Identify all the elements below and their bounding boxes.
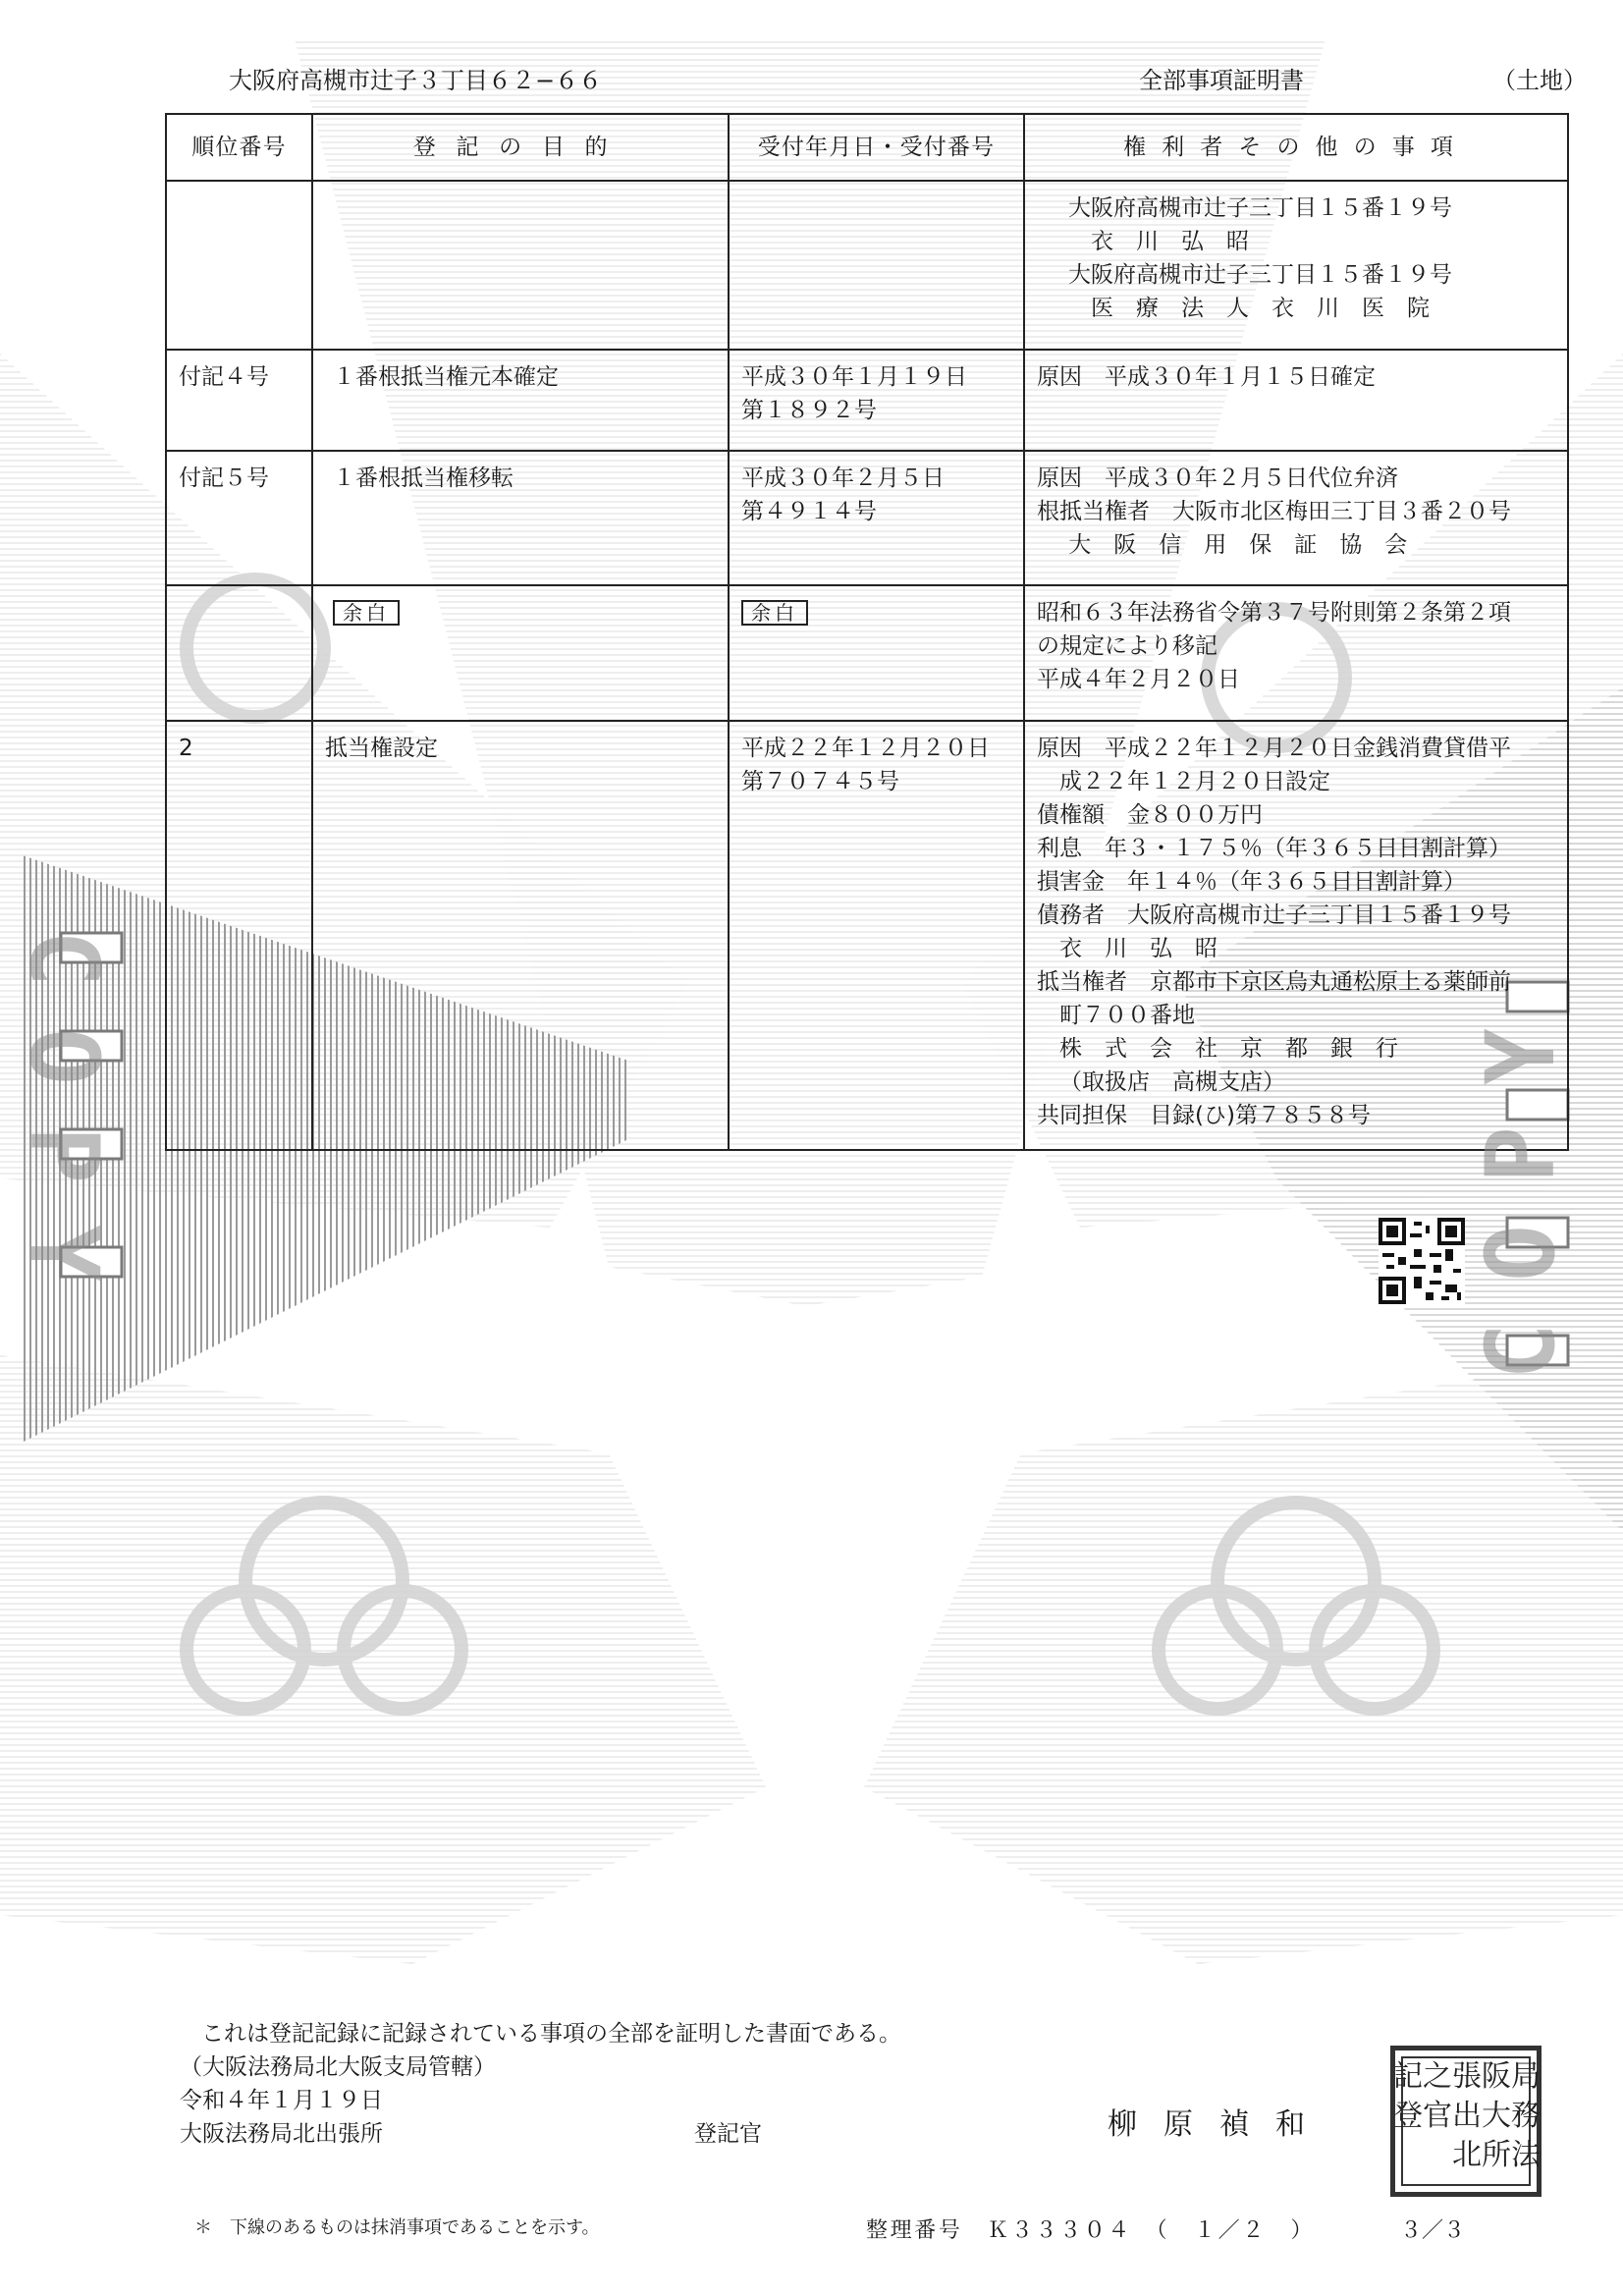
details-line: 大 阪 信 用 保 証 協 会	[1068, 532, 1408, 558]
property-location: 大阪府高槻市辻子３丁目６２−６６	[229, 67, 603, 94]
property-type: （土地）	[1492, 67, 1587, 94]
jurisdiction-note: （大阪法務局北大阪支局管轄）	[180, 2054, 496, 2080]
details-line: 利息 年３・１７５％（年３６５日日割計算）	[1037, 836, 1511, 861]
seal-char: 張	[1452, 2059, 1482, 2094]
rank-cell: 付記５号	[166, 451, 312, 585]
details-cell	[1024, 585, 1568, 721]
table-row	[166, 350, 1568, 451]
seal-char: 記	[1393, 2059, 1423, 2094]
certification-date: 令和４年１月１９日	[180, 2088, 383, 2113]
details-line: 医 療 法 人 衣 川 医 院	[1091, 296, 1430, 321]
seal-char: 出	[1452, 2099, 1482, 2133]
rank-cell	[166, 181, 312, 350]
receipt-cell	[729, 585, 1024, 721]
copy-watermark-letter: Y	[8, 1225, 119, 1282]
details-line: 大阪府高槻市辻子三丁目１５番１９号	[1068, 195, 1452, 221]
seal-char: 務	[1511, 2099, 1541, 2133]
purpose-cell	[312, 181, 729, 350]
receipt-cell	[729, 181, 1024, 350]
details-line: 債務者 大阪府高槻市辻子三丁目１５番１９号	[1037, 902, 1511, 928]
page-number: ３／３	[1400, 2218, 1466, 2243]
copy-watermark-letter: C	[8, 930, 119, 987]
details-line: 昭和６３年法務省令第３７号附則第２条第２項	[1037, 600, 1511, 626]
seal-char: 登	[1393, 2099, 1423, 2133]
serial-number: 整理番号 Ｋ３３３０４ （ １／２ ）	[866, 2218, 1316, 2243]
receipt-cell	[729, 451, 1024, 585]
receipt-cell	[729, 350, 1024, 451]
seal-char: 阪	[1482, 2059, 1511, 2094]
details-cell	[1024, 451, 1568, 585]
seal-char: 所	[1482, 2138, 1511, 2172]
purpose-cell	[312, 585, 729, 721]
officer-name: 柳原禎和	[1108, 2107, 1331, 2142]
purpose-cell: 抵当権設定	[312, 721, 729, 1150]
table-row	[166, 721, 1568, 1150]
copy-watermark-letter: C	[1465, 1323, 1576, 1380]
registry-table	[165, 113, 1569, 1151]
header-rights-holder-details: 権利者その他の事項	[1024, 114, 1568, 181]
copy-watermark-letter: P	[1465, 1126, 1576, 1183]
details-line: 抵当権者 京都市下京区烏丸通松原上る薬師前	[1037, 969, 1511, 995]
header-registration-purpose: 登記の目的	[312, 114, 729, 181]
rank-cell: 2	[166, 721, 312, 1150]
details-line: 根抵当権者 大阪市北区梅田三丁目３番２０号	[1037, 499, 1511, 524]
details-line: 大阪府高槻市辻子三丁目１５番１９号	[1068, 262, 1452, 288]
details-line: 債権額 金８００万円	[1037, 802, 1263, 828]
purpose-cell: １番根抵当権元本確定	[312, 350, 729, 451]
details-cell	[1024, 350, 1568, 451]
header-receipt-date-number: 受付年月日・受付番号	[729, 114, 1024, 181]
footer-note: ＊ 下線のあるものは抹消事項であることを示す。	[194, 2217, 600, 2238]
seal-char: 官	[1423, 2099, 1452, 2133]
details-line: 株 式 会 社 京 都 銀 行	[1059, 1036, 1398, 1062]
blank-marker: 余白	[333, 600, 400, 626]
details-line: 損害金 年１４％（年３６５日日割計算）	[1037, 869, 1466, 895]
table-row	[166, 585, 1568, 721]
details-line: 原因 平成２２年１２月２０日金銭消費貸借平	[1037, 736, 1511, 761]
seal-char: 法	[1511, 2138, 1541, 2172]
seal-char: 局	[1511, 2059, 1541, 2094]
seal-char: 北	[1452, 2138, 1482, 2172]
blank-marker: 余白	[741, 600, 808, 626]
purpose-cell: １番根抵当権移転	[312, 451, 729, 585]
table-header-row	[166, 114, 1568, 181]
details-line: 町７００番地	[1059, 1003, 1195, 1028]
details-line: （取扱店 高槻支店）	[1059, 1069, 1285, 1095]
rank-cell	[166, 585, 312, 721]
details-line: 衣 川 弘 昭	[1059, 936, 1217, 961]
receipt-cell	[729, 721, 1024, 1150]
officer-title: 登記官	[694, 2121, 762, 2147]
rank-cell: 付記４号	[166, 350, 312, 451]
copy-watermark-letter: O	[8, 1028, 119, 1085]
table-row	[166, 181, 1568, 350]
issuing-office: 大阪法務局北出張所	[180, 2121, 383, 2147]
official-seal-stamp	[1390, 2046, 1542, 2197]
document-title: 全部事項証明書	[1139, 67, 1304, 94]
copy-watermark-letter: O	[1465, 1225, 1576, 1282]
details-line: 原因 平成３０年１月１５日確定	[1037, 364, 1376, 390]
details-line: 成２２年１２月２０日設定	[1059, 769, 1330, 794]
copy-watermark-letter: Y	[1465, 1028, 1576, 1085]
details-line: 原因 平成３０年２月５日代位弁済	[1037, 465, 1398, 491]
receipt-number: 第７０７４５号	[741, 769, 899, 794]
seal-char: 大	[1482, 2099, 1511, 2133]
receipt-date: 平成３０年２月５日	[741, 465, 945, 491]
details-line: 衣 川 弘 昭	[1091, 229, 1249, 254]
table-row	[166, 451, 1568, 585]
details-line: 共同担保 目録(ひ)第７８５８号	[1037, 1103, 1371, 1128]
copy-watermark-letter: P	[8, 1126, 119, 1183]
receipt-number: 第１８９２号	[741, 398, 877, 423]
receipt-date: 平成３０年１月１９日	[741, 364, 967, 390]
details-line: の規定により移記	[1037, 633, 1217, 659]
qr-code	[1379, 1218, 1465, 1304]
receipt-number: 第４９１４号	[741, 499, 877, 524]
details-cell	[1024, 721, 1568, 1150]
seal-char: 之	[1423, 2059, 1452, 2094]
receipt-date: 平成２２年１２月２０日	[741, 736, 990, 761]
details-cell	[1024, 181, 1568, 350]
certification-statement: これは登記記録に記録されている事項の全部を証明した書面である。	[201, 2021, 901, 2047]
details-line: 平成４年２月２０日	[1037, 667, 1240, 692]
header-rank-number: 順位番号	[166, 114, 312, 181]
